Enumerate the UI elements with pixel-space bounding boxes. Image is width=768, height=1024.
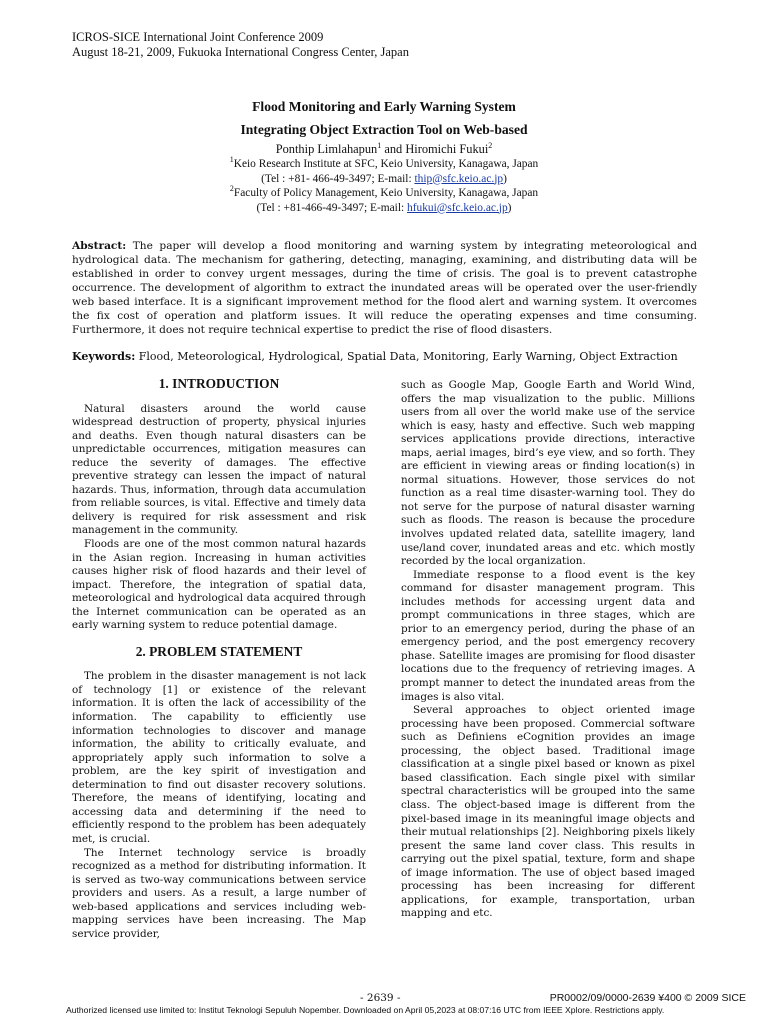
affiliation-1-contact (40, 172, 728, 187)
abstract-text: The paper will develop a flood monitoring and warning system by integrating meteorological and hydrological data. The mechanism for gathering, detecting, managing, examining, and distributing data will be established in order to convey urgent messages, during the time of crisis. The goal is to prevent catastrophe occurrence. The development of algorithm to extract the inundated areas will be operated over the user-friendly web based interface. It is a significant improvement method for the flood alert and warning system. It overcomes the fix cost of operation and platform issues. It will reduce the operating expenses and time consuming. Furthermore, it does not require technical expertise to predict the rise of flood disasters. (72, 240, 697, 336)
paragraph: such as Google Map, Google Earth and World Wind, offers the map visualization to the public. Millions users from all over the world make use of the service which is easy, hasty and effective. Such web mapping services applications provide directions, interactive maps, aerial images, bird’s eye view, and so forth. They are efficient in viewing areas or finding location(s) in normal situations. However, those services do not function as a real time disaster-warning tool. They do not serve for the purpose of natural disaster warning such as floods. The reason is because the procedure involves updated related data, satellite imagery, land use/land cover, inundated areas and etc. which mostly recorded by the local organization. (401, 379, 695, 568)
paragraph: The Internet technology service is broadly recognized as a method for distributing information. It is served as two-way communications between service providers and users. As a result, a large number of web-based applications and services including web-mapping services have been increasing. The Map service provider, (72, 846, 366, 940)
affiliation-2-sup: 2 (229, 184, 234, 194)
abstract-label: Abstract: (72, 240, 127, 252)
keywords-text: Flood, Meteorological, Hydrological, Spatial Data, Monitoring, Early Warning, Object Extraction (135, 350, 678, 363)
left-column (72, 377, 366, 941)
paragraph: Natural disasters around the world cause widespread destruction of property, physical injuries and deaths. Even though natural disasters can be unpredictable occurrences, mitigation measures can reduce the severity of damages. The effective preventive strategy can lessen the impact of natural hazards. Thus, information, through data accumulation from reliable sources, is vital. Effective and timely data delivery is required for risk assessment and risk management in the community. (72, 402, 366, 537)
title-block (40, 98, 728, 215)
affiliation-1-contact-suffix: ) (503, 172, 507, 185)
keywords (72, 350, 712, 364)
section-heading-problem-statement: 2. PROBLEM STATEMENT (135, 643, 303, 659)
affiliation-2-contact (40, 201, 728, 216)
author-list (40, 141, 728, 157)
keywords-label: Keywords: (72, 350, 136, 363)
abstract (72, 239, 697, 337)
email-link-2[interactable]: hfukui@sfc.keio.ac.jp (407, 201, 508, 214)
page-number: - 2639 - (360, 992, 401, 1004)
license-notice: Authorized licensed use limited to: Institut Teknologi Sepuluh Nopember. Downloaded on April 05,2023 at 08:07:16 UTC from IEEE Xplore. Restrictions apply. (66, 1005, 665, 1015)
affiliation-2-name: Faculty of Policy Management, Keio University, Kanagawa, Japan (233, 187, 539, 199)
affiliation-2-contact-prefix: (Tel : +81-466-49-3497; E-mail: (256, 201, 408, 214)
publication-code: PR0002/09/0000-2639 ¥400 © 2009 SICE (549, 992, 746, 1004)
author-2: Hiromichi Fukui (405, 142, 489, 156)
author-1-sup: 1 (377, 140, 382, 150)
affiliation-1-contact-prefix: (Tel : +81- 466-49-3497; E-mail: (261, 172, 415, 185)
paper-title-line2: Integrating Object Extraction Tool on Web-based (240, 122, 528, 137)
right-column (401, 379, 695, 921)
affiliation-1-sup: 1 (229, 155, 234, 165)
author-2-sup: 2 (488, 140, 493, 150)
paragraph: The problem in the disaster management is not lack of technology [1] or existence of the relevant information. It is often the lack of accessibility of the information. The capability to efficiently use information technologies to discover and manage information, the ability to critically evaluate, and appropriately apply such information to solve a problem, are the key spirit of investigation and determination to find out disaster recovery solutions. Therefore, the means of identifying, locating and accessing data and determining if the need to efficiently respond to the problem has been adequately met, is crucial. (72, 670, 366, 845)
author-joiner: and (381, 142, 406, 156)
email-link-1[interactable]: thip@sfc.keio.ac.jp (414, 172, 504, 185)
affiliation-1-name: Keio Research Institute at SFC, Keio University, Kanagawa, Japan (233, 158, 539, 170)
conference-date-venue: August 18-21, 2009, Fukuoka International Congress Center, Japan (72, 45, 409, 59)
paragraph: Several approaches to object oriented image processing have been proposed. Commercial software such as Definiens eCognition provides an image processing, the object based. Traditional image classification at a single pixel based or known as pixel based classification. Each single pixel with similar spectral characteristics will be grouped into the same class. The object-based image is different from the pixel-based image in its meaningful image objects and their mutual relationships [2]. Neighboring pixels likely present the same land cover class. This results in carrying out the pixel spatial, texture, form and shape of image information. The use of object based imaged processing has been increasing for different applications, for example, transportation, urban mapping and etc. (401, 704, 695, 920)
paragraph: Floods are one of the most common natural hazards in the Asian region. Increasing in human activities causes higher risk of flood hazards and their level of impact. Therefore, the integration of spatial data, meteorological and hydrological data acquired through the Internet communication can be operated as an early warning system to reduce potential damage. (72, 538, 366, 632)
author-1: Ponthip Limlahapun (275, 142, 378, 156)
affiliation-1 (40, 157, 728, 172)
paragraph: Immediate response to a flood event is the key command for disaster management program. This includes methods for accessing urgent data and prompt communications in three stages, which are prior to an emergency period, during the phase of an emergency period, and the post emergency recovery phase. Satellite images are promising for flood disaster locations due to the frequency of retrieving images. A prompt manner to detect the inundated areas from the images is also vital. (401, 568, 695, 703)
affiliation-2-contact-suffix: ) (507, 201, 512, 214)
conference-name: ICROS-SICE International Joint Conference 2009 (72, 30, 324, 44)
conference-header (72, 30, 409, 60)
section-heading-introduction: 1. INTRODUCTION (158, 376, 280, 391)
paper-title-line1: Flood Monitoring and Early Warning System (252, 99, 516, 114)
affiliation-2 (40, 186, 728, 201)
